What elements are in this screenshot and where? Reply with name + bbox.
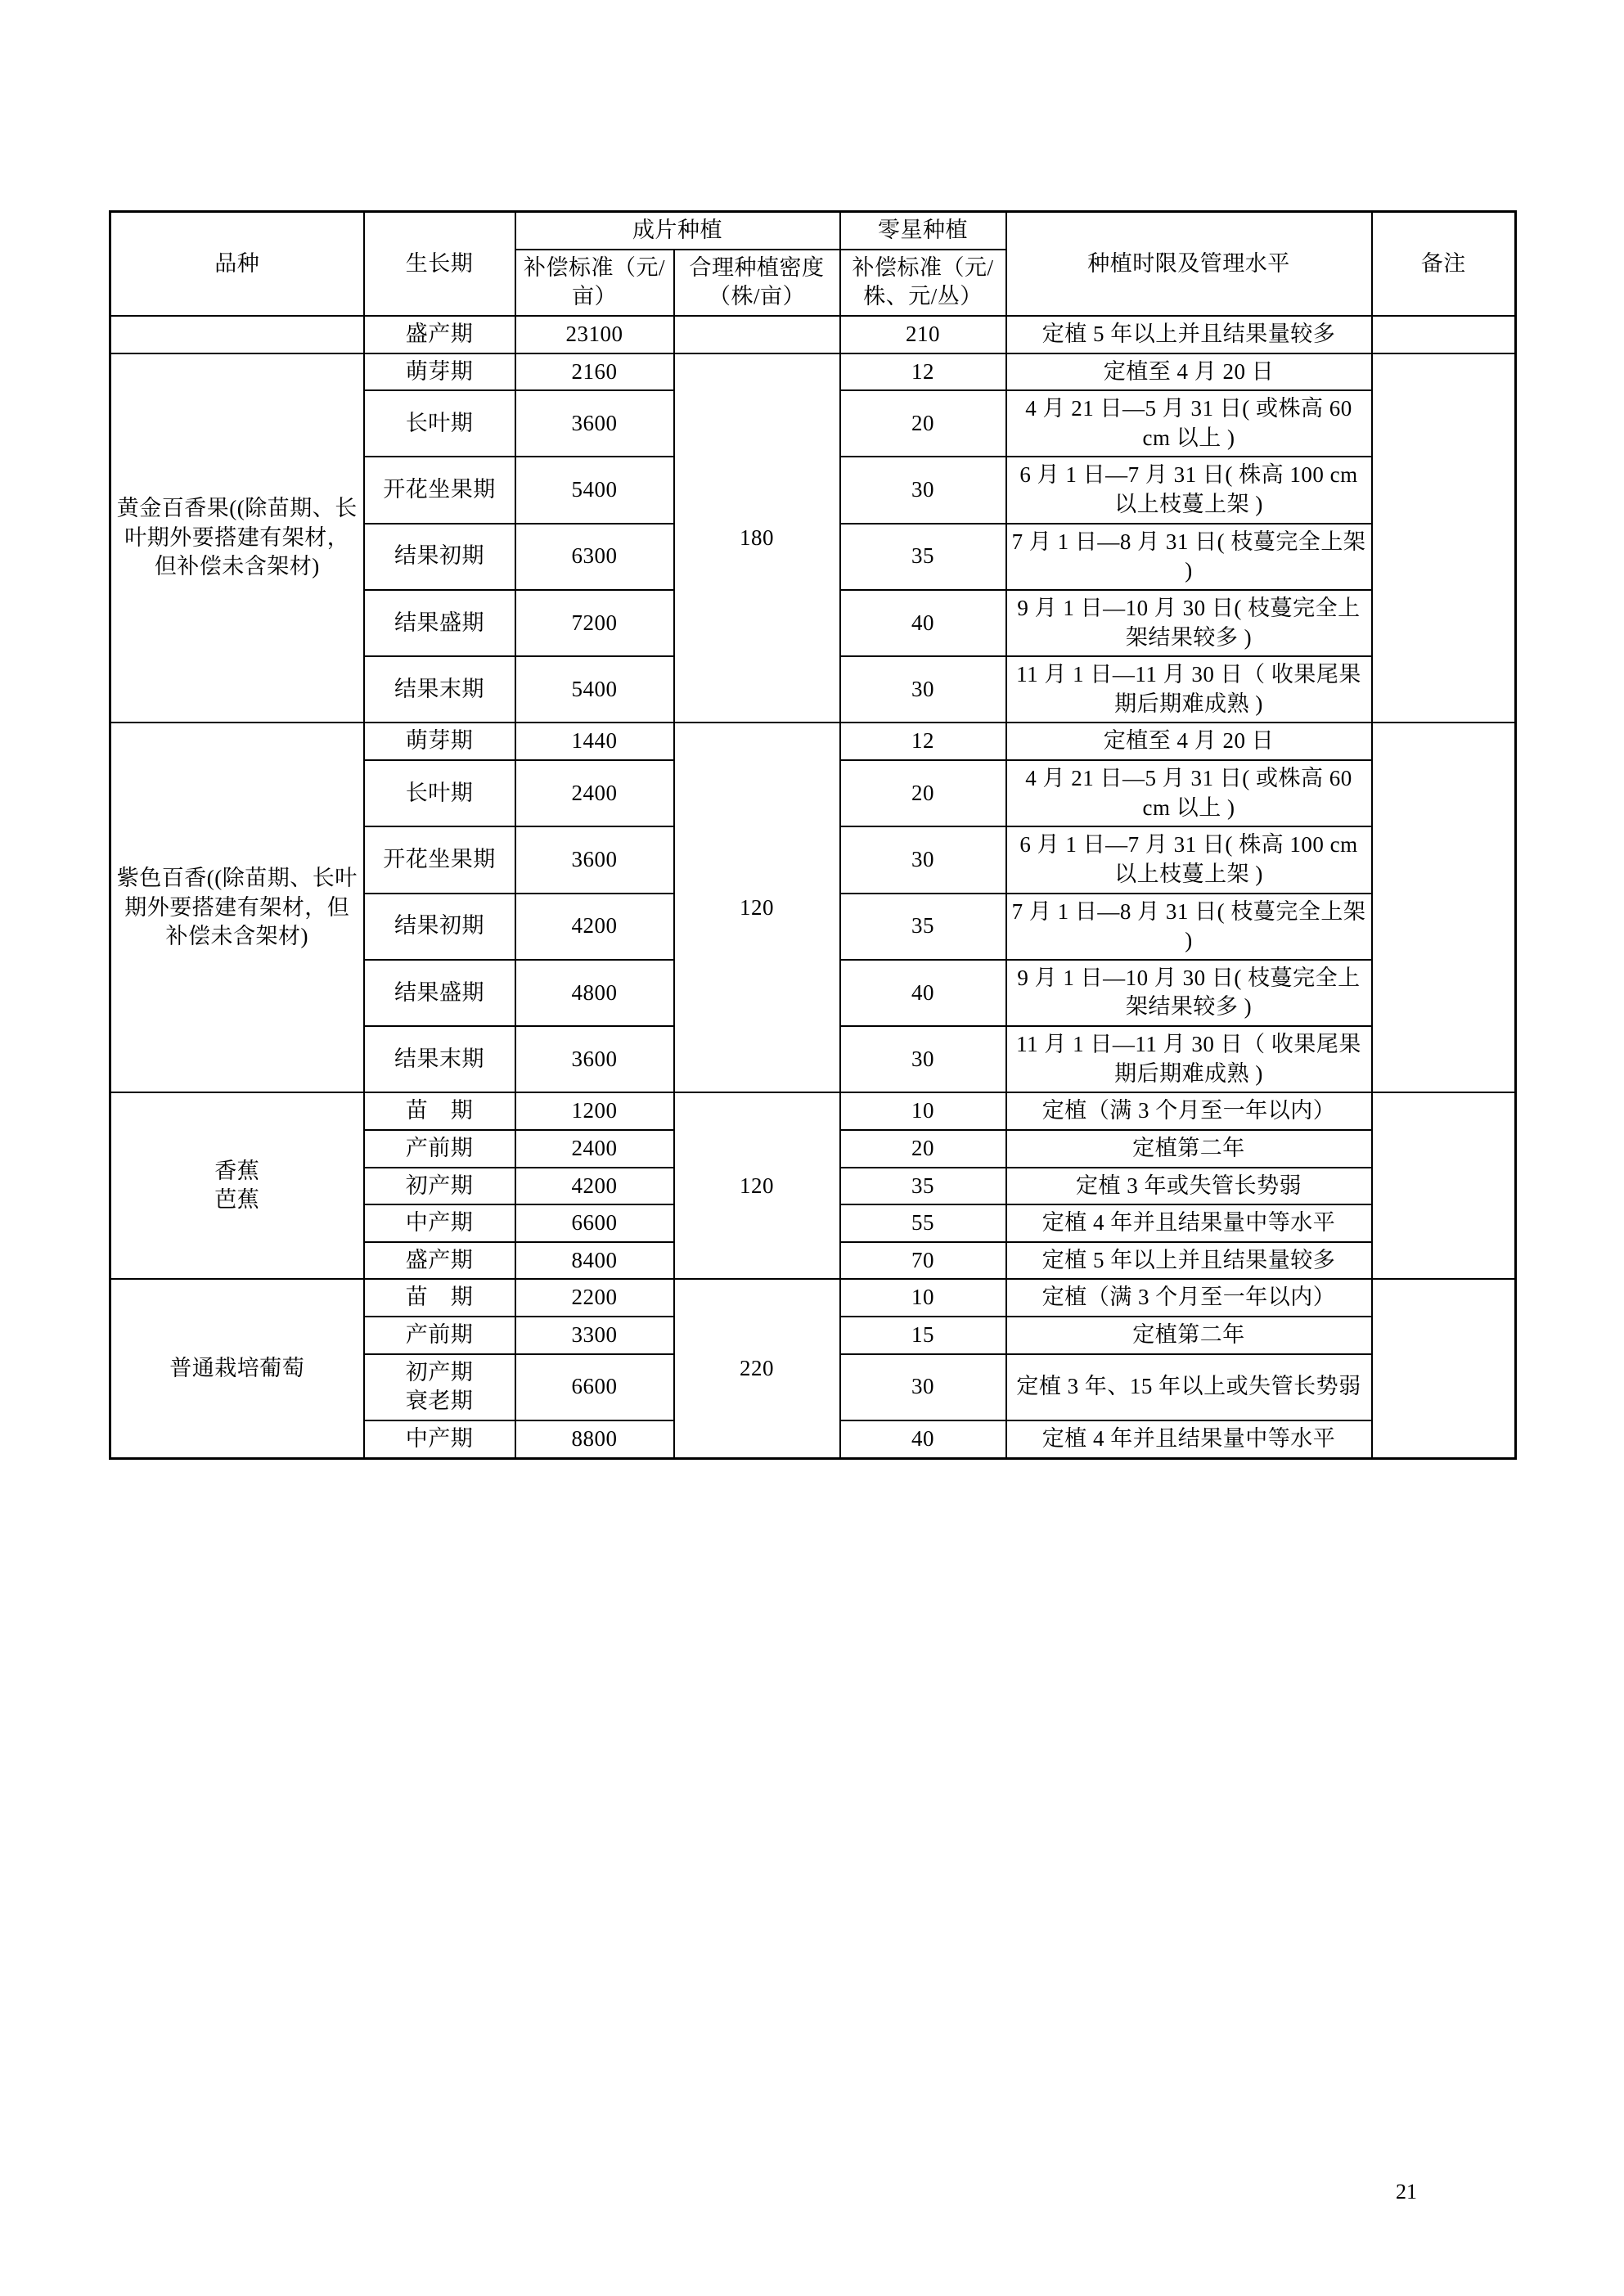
remark-cell — [1372, 723, 1516, 1092]
growth-stage-cell: 初产期 衰老期 — [364, 1354, 515, 1420]
header-group-contiguous: 成片种植 — [515, 212, 840, 250]
growth-stage-cell: 结果末期 — [364, 656, 515, 723]
growth-stage-cell: 结果初期 — [364, 524, 515, 590]
planting-period-cell: 4 月 21 日—5 月 31 日( 或株高 60 cm 以上 ) — [1006, 390, 1372, 457]
compensation-standard-cell: 6600 — [515, 1354, 674, 1420]
scattered-compensation-cell: 210 — [840, 316, 1006, 353]
scattered-compensation-cell: 40 — [840, 1420, 1006, 1458]
growth-stage-cell: 中产期 — [364, 1204, 515, 1242]
growth-stage-cell: 产前期 — [364, 1317, 515, 1354]
planting-period-cell: 定植至 4 月 20 日 — [1006, 353, 1372, 391]
planting-density-cell — [674, 316, 840, 353]
remark-cell — [1372, 316, 1516, 353]
compensation-standard-cell: 4200 — [515, 894, 674, 960]
planting-period-cell: 11 月 1 日—11 月 30 日（ 收果尾果期后期难成熟 ) — [1006, 656, 1372, 723]
compensation-standard-cell: 3600 — [515, 826, 674, 893]
growth-stage-cell: 萌芽期 — [364, 353, 515, 391]
scattered-compensation-cell: 40 — [840, 590, 1006, 656]
remark-cell — [1372, 353, 1516, 723]
scattered-compensation-cell: 30 — [840, 457, 1006, 523]
table-row — [110, 1092, 1516, 1130]
planting-period-cell: 7 月 1 日—8 月 31 日( 枝蔓完全上架 ) — [1006, 524, 1372, 590]
header-row-top — [110, 212, 1516, 250]
scattered-compensation-cell: 20 — [840, 390, 1006, 457]
scattered-compensation-cell: 15 — [840, 1317, 1006, 1354]
header-group-scattered: 零星种植 — [840, 212, 1006, 250]
compensation-standard-cell: 5400 — [515, 457, 674, 523]
compensation-standard-cell: 3600 — [515, 1026, 674, 1092]
planting-period-cell: 7 月 1 日—8 月 31 日( 枝蔓完全上架 ) — [1006, 894, 1372, 960]
growth-stage-cell: 结果末期 — [364, 1026, 515, 1092]
compensation-standard-cell: 8400 — [515, 1242, 674, 1280]
planting-density-cell: 180 — [674, 353, 840, 723]
scattered-compensation-cell: 30 — [840, 1354, 1006, 1420]
compensation-standard-cell: 8800 — [515, 1420, 674, 1458]
compensation-standard-cell: 7200 — [515, 590, 674, 656]
table-row — [110, 353, 1516, 391]
compensation-standard-cell: 6600 — [515, 1204, 674, 1242]
compensation-standard-cell: 2160 — [515, 353, 674, 391]
growth-stage-cell: 长叶期 — [364, 760, 515, 826]
table-row — [110, 316, 1516, 353]
growth-stage-cell: 长叶期 — [364, 390, 515, 457]
planting-period-cell: 定植（满 3 个月至一年以内） — [1006, 1279, 1372, 1317]
planting-period-cell: 4 月 21 日—5 月 31 日( 或株高 60 cm 以上 ) — [1006, 760, 1372, 826]
header-compensation-standard-plant: 补偿标准（元/株、元/丛） — [840, 250, 1006, 316]
planting-period-cell: 定植 4 年并且结果量中等水平 — [1006, 1420, 1372, 1458]
header-variety: 品种 — [110, 212, 364, 316]
table-header — [110, 212, 1516, 316]
planting-period-cell: 定植（满 3 个月至一年以内） — [1006, 1092, 1372, 1130]
planting-density-cell: 220 — [674, 1279, 840, 1458]
table-row — [110, 723, 1516, 760]
scattered-compensation-cell: 55 — [840, 1204, 1006, 1242]
growth-stage-cell: 结果盛期 — [364, 590, 515, 656]
remark-cell — [1372, 1092, 1516, 1279]
scattered-compensation-cell: 40 — [840, 960, 1006, 1026]
growth-stage-cell: 盛产期 — [364, 316, 515, 353]
planting-period-cell: 定植第二年 — [1006, 1317, 1372, 1354]
compensation-standard-cell: 23100 — [515, 316, 674, 353]
planting-period-cell: 11 月 1 日—11 月 30 日（ 收果尾果期后期难成熟 ) — [1006, 1026, 1372, 1092]
variety-cell — [110, 316, 364, 353]
planting-period-cell: 9 月 1 日—10 月 30 日( 枝蔓完全上架结果较多 ) — [1006, 960, 1372, 1026]
growth-stage-cell: 苗 期 — [364, 1092, 515, 1130]
planting-period-cell: 定植 3 年、15 年以上或失管长势弱 — [1006, 1354, 1372, 1420]
scattered-compensation-cell: 12 — [840, 723, 1006, 760]
variety-cell: 黄金百香果((除苗期、长叶期外要搭建有架材，但补偿未含架材) — [110, 353, 364, 723]
page-number: 21 — [1396, 2180, 1417, 2204]
scattered-compensation-cell: 35 — [840, 524, 1006, 590]
compensation-table-container — [109, 210, 1514, 1460]
growth-stage-cell: 萌芽期 — [364, 723, 515, 760]
growth-stage-cell: 开花坐果期 — [364, 826, 515, 893]
growth-stage-cell: 产前期 — [364, 1130, 515, 1168]
planting-period-cell: 6 月 1 日—7 月 31 日( 株高 100 cm 以上枝蔓上架 ) — [1006, 826, 1372, 893]
scattered-compensation-cell: 35 — [840, 1168, 1006, 1205]
planting-density-cell: 120 — [674, 723, 840, 1092]
table-row — [110, 1279, 1516, 1317]
growth-stage-cell: 开花坐果期 — [364, 457, 515, 523]
variety-cell: 紫色百香((除苗期、长叶期外要搭建有架材，但补偿未含架材) — [110, 723, 364, 1092]
scattered-compensation-cell: 10 — [840, 1092, 1006, 1130]
compensation-standards-table — [109, 210, 1517, 1460]
scattered-compensation-cell: 12 — [840, 353, 1006, 391]
scattered-compensation-cell: 70 — [840, 1242, 1006, 1280]
scattered-compensation-cell: 30 — [840, 1026, 1006, 1092]
header-planting-period-management: 种植时限及管理水平 — [1006, 212, 1372, 316]
compensation-standard-cell: 4800 — [515, 960, 674, 1026]
planting-period-cell: 定植至 4 月 20 日 — [1006, 723, 1372, 760]
growth-stage-cell: 盛产期 — [364, 1242, 515, 1280]
variety-cell: 香蕉 芭蕉 — [110, 1092, 364, 1279]
planting-period-cell: 6 月 1 日—7 月 31 日( 株高 100 cm 以上枝蔓上架 ) — [1006, 457, 1372, 523]
growth-stage-cell: 苗 期 — [364, 1279, 515, 1317]
scattered-compensation-cell: 10 — [840, 1279, 1006, 1317]
planting-period-cell: 9 月 1 日—10 月 30 日( 枝蔓完全上架结果较多 ) — [1006, 590, 1372, 656]
compensation-standard-cell: 2200 — [515, 1279, 674, 1317]
header-compensation-standard-mu: 补偿标准（元/亩） — [515, 250, 674, 316]
compensation-standard-cell: 1440 — [515, 723, 674, 760]
scattered-compensation-cell: 30 — [840, 826, 1006, 893]
planting-period-cell: 定植 5 年以上并且结果量较多 — [1006, 316, 1372, 353]
compensation-standard-cell: 3300 — [515, 1317, 674, 1354]
planting-period-cell: 定植 3 年或失管长势弱 — [1006, 1168, 1372, 1205]
scattered-compensation-cell: 30 — [840, 656, 1006, 723]
compensation-standard-cell: 2400 — [515, 1130, 674, 1168]
planting-period-cell: 定植第二年 — [1006, 1130, 1372, 1168]
growth-stage-cell: 结果初期 — [364, 894, 515, 960]
compensation-standard-cell: 6300 — [515, 524, 674, 590]
growth-stage-cell: 初产期 — [364, 1168, 515, 1205]
compensation-standard-cell: 1200 — [515, 1092, 674, 1130]
growth-stage-cell: 中产期 — [364, 1420, 515, 1458]
header-growth-period: 生长期 — [364, 212, 515, 316]
compensation-standard-cell: 4200 — [515, 1168, 674, 1205]
remark-cell — [1372, 1279, 1516, 1458]
planting-period-cell: 定植 4 年并且结果量中等水平 — [1006, 1204, 1372, 1242]
compensation-standard-cell: 3600 — [515, 390, 674, 457]
variety-cell: 普通栽培葡萄 — [110, 1279, 364, 1458]
scattered-compensation-cell: 20 — [840, 1130, 1006, 1168]
header-reasonable-density: 合理种植密度（株/亩） — [674, 250, 840, 316]
planting-density-cell: 120 — [674, 1092, 840, 1279]
compensation-standard-cell: 2400 — [515, 760, 674, 826]
growth-stage-cell: 结果盛期 — [364, 960, 515, 1026]
scattered-compensation-cell: 35 — [840, 894, 1006, 960]
header-remark: 备注 — [1372, 212, 1516, 316]
table-body — [110, 316, 1516, 1458]
scattered-compensation-cell: 20 — [840, 760, 1006, 826]
compensation-standard-cell: 5400 — [515, 656, 674, 723]
planting-period-cell: 定植 5 年以上并且结果量较多 — [1006, 1242, 1372, 1280]
